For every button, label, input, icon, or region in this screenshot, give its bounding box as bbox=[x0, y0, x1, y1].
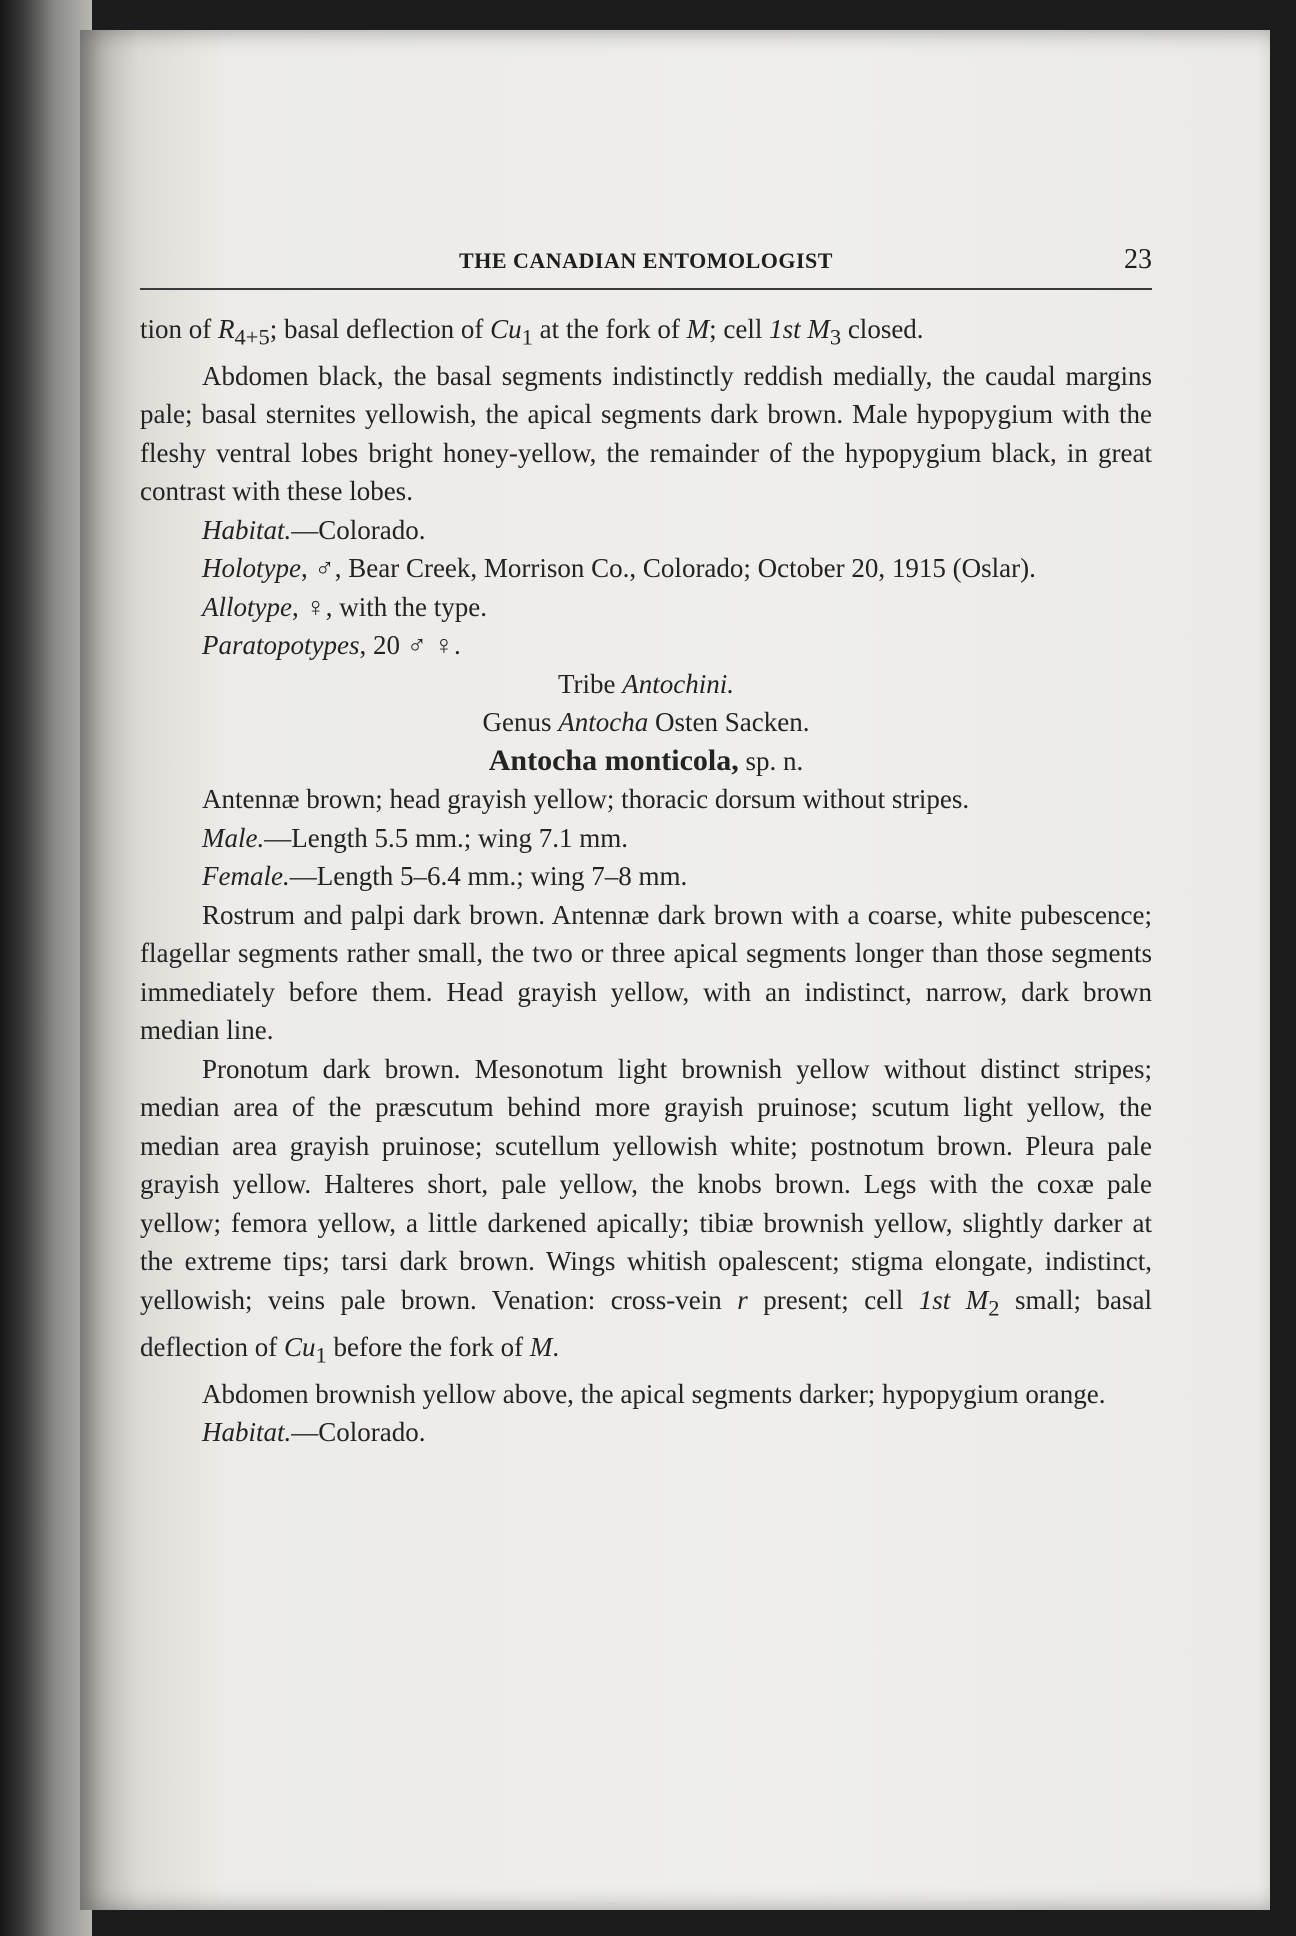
paragraph-venation-end: tion of $R_{4+5}$; basal deflection of $Cu_1$ at the fork of M; cell 1st $M_3$ closed. bbox=[140, 314, 924, 350]
species-heading: Antocha monticola, sp. n. bbox=[488, 743, 804, 777]
page-body bbox=[140, 310, 1152, 1452]
paragraph-rostrum: Rostrum and palpi dark brown. Antennæ dark brown with a coarse, white pubescence; flagellar segments rather small, the two or three apical segments longer than those segments immediately before them. Head grayish yellow, with an indistinct, narrow, dark brown median line. bbox=[140, 899, 1152, 1046]
paratopotypes-line: Paratopotypes, 20 ♂ ♀. bbox=[202, 630, 461, 661]
female-measurements: Female.—Length 5–6.4 mm.; wing 7–8 mm. bbox=[202, 861, 688, 892]
male-measurements: Male.—Length 5.5 mm.; wing 7.1 mm. bbox=[202, 822, 628, 853]
page-header bbox=[140, 244, 1152, 290]
paragraph-pronotum: Pronotum dark brown. Mesonotum light brownish yellow without distinct stripes; median area of the præscutum behind more grayish pruinose; scutum light yellow, the median area grayish pruinose; scutellum yellowish white; postnotum brown. Pleura pale grayish yellow. Halteres short, pale yellow, the knobs brown. Legs with the coxæ pale yellow; femora yellow, a little darkened apically; tibiæ brownish yellow, slightly darker at the extreme tips; tarsi dark brown. Wings whitish opalescent; stigma elongate, indistinct, yellowish; veins pale brown. Venation: cross-vein r present; cell 1st $M_2$ small; basal deflection of $Cu_1$ before the fork of M. bbox=[140, 1053, 1152, 1368]
paragraph-abdomen: Abdomen black, the basal segments indistinctly reddish medially, the caudal margins pale; basal sternites yellowish, the apical segments dark brown. Male hypopygium with the fleshy ventral lobes bright honey-yellow, the remainder of the hypopygium black, in great contrast with these lobes. bbox=[140, 360, 1152, 507]
habitat-line-2: Habitat.—Colorado. bbox=[202, 1417, 426, 1448]
running-title: THE CANADIAN ENTOMOLOGIST bbox=[459, 248, 833, 273]
allotype-line: Allotype, ♀, with the type. bbox=[202, 591, 487, 622]
tribe-heading: Tribe Antochini. bbox=[557, 668, 734, 699]
book-spine-shadow bbox=[0, 0, 92, 1936]
habitat-line: Habitat.—Colorado. bbox=[202, 514, 426, 545]
page-number: 23 bbox=[1124, 244, 1152, 275]
diagnosis-paragraph: Antennæ brown; head grayish yellow; thoracic dorsum without stripes. bbox=[202, 784, 970, 815]
holotype-line: Holotype, ♂, Bear Creek, Morrison Co., Colorado; October 20, 1915 (Oslar). bbox=[202, 553, 1036, 584]
genus-heading: Genus Antocha Osten Sacken. bbox=[482, 707, 810, 738]
paragraph-abdomen-2: Abdomen brownish yellow above, the apical segments darker; hypopygium orange. bbox=[202, 1378, 1106, 1409]
